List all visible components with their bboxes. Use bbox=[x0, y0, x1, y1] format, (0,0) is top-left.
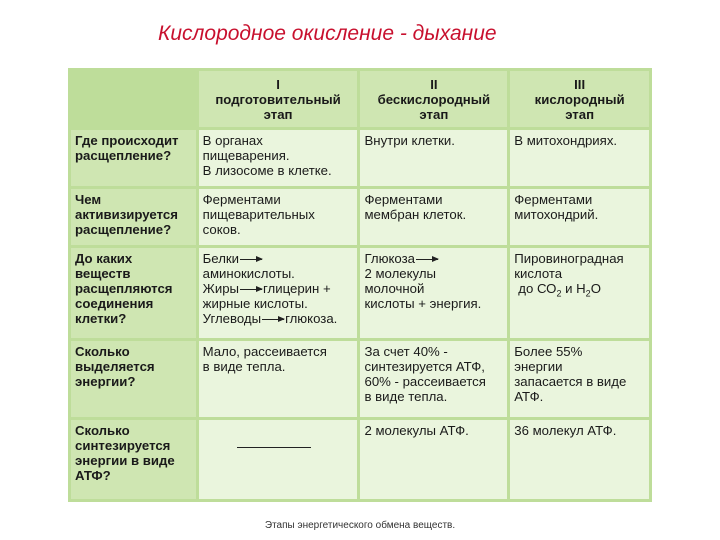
arrow-icon bbox=[240, 289, 262, 290]
stage-name: кислородный bbox=[534, 91, 625, 107]
cell-stage-1 bbox=[199, 189, 358, 245]
cell-stage-3 bbox=[510, 341, 649, 417]
cell-line: 36 молекул АТФ. bbox=[514, 423, 617, 438]
cell-text: глицерин + bbox=[263, 281, 331, 296]
subscript: 2 bbox=[585, 288, 591, 299]
header-stage-1 bbox=[199, 71, 358, 127]
table-row bbox=[71, 130, 649, 186]
row-question bbox=[71, 420, 196, 499]
cell-stage-2 bbox=[360, 341, 507, 417]
cell-line: Ферментами bbox=[514, 192, 593, 207]
question-line: энергии в виде bbox=[75, 453, 175, 468]
cell-text: и Н bbox=[561, 281, 586, 296]
cell-line: энергии bbox=[514, 359, 563, 374]
stage-number: III bbox=[574, 76, 586, 92]
cell-stage-1 bbox=[199, 341, 358, 417]
stage-word: этап bbox=[263, 106, 293, 122]
question-line: расщепление? bbox=[75, 222, 172, 237]
cell-line bbox=[364, 251, 503, 266]
question-line: До каких bbox=[75, 251, 133, 266]
stage-word: этап bbox=[419, 106, 449, 122]
cell-line: кислота bbox=[514, 266, 563, 281]
cell-stage-3 bbox=[510, 189, 649, 245]
cell-line: пищеварительных bbox=[202, 207, 315, 222]
row-question bbox=[71, 130, 196, 186]
cell-line: в виде тепла. bbox=[364, 389, 448, 404]
cell-line: За счет 40% - bbox=[364, 344, 448, 359]
row-question bbox=[71, 248, 196, 338]
cell-line: мембран клеток. bbox=[364, 207, 467, 222]
cell-line: 60% - рассеивается bbox=[364, 374, 486, 389]
cell-line: 2 молекулы АТФ. bbox=[364, 423, 469, 438]
table-row bbox=[71, 420, 649, 499]
row-question bbox=[71, 189, 196, 245]
cell-line: соков. bbox=[202, 222, 241, 237]
stage-number: II bbox=[430, 76, 438, 92]
question-line: синтезируется bbox=[75, 438, 171, 453]
cell-line: В митохондриях. bbox=[514, 133, 618, 148]
cell-line: жирные кислоты. bbox=[202, 296, 308, 311]
stage-name: подготовительный bbox=[215, 91, 341, 107]
cell-line: запасается в виде bbox=[514, 374, 627, 389]
question-line: расщепляются bbox=[75, 281, 173, 296]
cell-line: Мало, рассеивается bbox=[202, 344, 327, 359]
arrow-icon bbox=[240, 259, 262, 260]
header-stage-2 bbox=[360, 71, 507, 127]
cell-line: АТФ. bbox=[514, 389, 544, 404]
table-row bbox=[71, 341, 649, 417]
stage-word: этап bbox=[565, 106, 595, 122]
question-line: веществ bbox=[75, 266, 131, 281]
cell-line: 2 молекулы bbox=[364, 266, 437, 281]
cell-line: митохондрий. bbox=[514, 207, 599, 222]
cell-text: глюкоза. bbox=[285, 311, 338, 326]
cell-stage-3 bbox=[510, 130, 649, 186]
cell-text: Жиры bbox=[202, 281, 240, 296]
cell-line bbox=[514, 281, 645, 302]
cell-line: пищеварения. bbox=[202, 148, 290, 163]
table-header-row bbox=[71, 71, 649, 127]
cell-line bbox=[203, 281, 354, 296]
table-row bbox=[71, 248, 649, 338]
question-line: Сколько bbox=[75, 423, 130, 438]
table-row bbox=[71, 189, 649, 245]
question-line: Где происходит bbox=[75, 133, 179, 148]
subscript: 2 bbox=[556, 288, 562, 299]
cell-line: В органах bbox=[202, 133, 263, 148]
cell-line: Пировиноградная bbox=[514, 251, 624, 266]
question-line: выделяется bbox=[75, 359, 155, 374]
header-corner bbox=[71, 71, 196, 127]
stage-number: I bbox=[276, 76, 280, 92]
cell-stage-1 bbox=[199, 130, 358, 186]
cell-stage-2 bbox=[360, 248, 507, 338]
cell-line bbox=[203, 251, 354, 266]
table-caption: Этапы энергетического обмена веществ. bbox=[264, 520, 456, 531]
cell-text: до СО bbox=[518, 281, 557, 296]
cell-stage-2 bbox=[360, 189, 507, 245]
cell-stage-2 bbox=[360, 420, 507, 499]
question-line: активизируется bbox=[75, 207, 178, 222]
cell-stage-2 bbox=[360, 130, 507, 186]
stage-name: бескислородный bbox=[377, 91, 491, 107]
cell-line: Ферментами bbox=[364, 192, 443, 207]
cell-stage-3 bbox=[510, 248, 649, 338]
cell-stage-1 bbox=[199, 420, 358, 499]
cell-line: Внутри клетки. bbox=[364, 133, 455, 148]
cell-text: Белки bbox=[202, 251, 240, 266]
page-title: Кислородное окисление - дыхание bbox=[158, 22, 497, 45]
cell-line bbox=[203, 311, 354, 326]
cell-stage-3 bbox=[510, 420, 649, 499]
question-line: энергии? bbox=[75, 374, 136, 389]
cell-stage-1 bbox=[199, 248, 358, 338]
question-line: соединения bbox=[75, 296, 154, 311]
cell-text: Углеводы bbox=[202, 311, 262, 326]
cell-line: Ферментами bbox=[202, 192, 281, 207]
stages-table bbox=[68, 68, 652, 502]
cell-line: кислоты + энергия. bbox=[364, 296, 482, 311]
row-question bbox=[71, 341, 196, 417]
question-line: Сколько bbox=[75, 344, 130, 359]
cell-line: В лизосоме в клетке. bbox=[202, 163, 332, 178]
question-line: клетки? bbox=[75, 311, 127, 326]
cell-line: молочной bbox=[364, 281, 425, 296]
cell-line: Более 55% bbox=[514, 344, 583, 359]
question-line: АТФ? bbox=[75, 468, 111, 483]
cell-line: синтезируется АТФ, bbox=[364, 359, 485, 374]
question-line: расщепление? bbox=[75, 148, 172, 163]
cell-text: О bbox=[590, 281, 601, 296]
blank-line bbox=[237, 447, 311, 448]
header-stage-3 bbox=[510, 71, 649, 127]
question-line: Чем bbox=[75, 192, 102, 207]
arrow-icon bbox=[416, 259, 438, 260]
cell-line: аминокислоты. bbox=[202, 266, 295, 281]
arrow-icon bbox=[262, 319, 284, 320]
cell-line: в виде тепла. bbox=[202, 359, 286, 374]
cell-text: Глюкоза bbox=[364, 251, 415, 266]
